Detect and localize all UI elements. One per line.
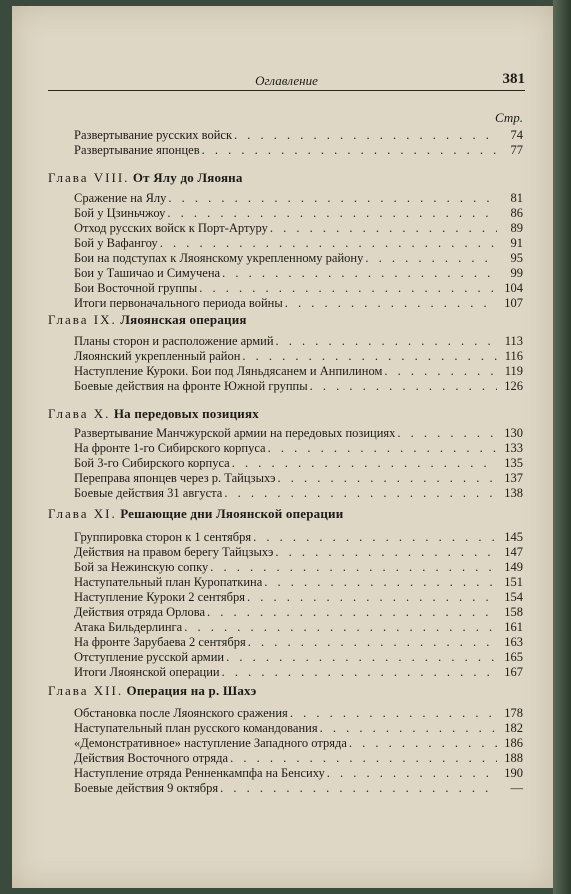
toc-entry-title: Отход русских войск к Порт-Артуру — [74, 221, 268, 235]
dot-leader — [160, 236, 497, 251]
toc-entry-title: Сражение на Ялу — [74, 191, 167, 205]
chapter-heading — [48, 312, 247, 328]
toc-entry-page: 116 — [504, 349, 523, 363]
toc-entry[interactable] — [74, 751, 523, 766]
toc-entry-page: 149 — [504, 560, 523, 574]
toc-entry-title: Боевые действия на фронте Южной группы — [74, 379, 308, 393]
dot-leader — [202, 143, 497, 158]
toc-entry-page: 165 — [504, 650, 523, 664]
toc-entry-title: Развертывание русских войск — [74, 128, 233, 142]
toc-entry-page: 158 — [504, 605, 523, 619]
toc-entry-page: 178 — [504, 706, 523, 720]
toc-entry-page: 113 — [504, 334, 523, 348]
dot-leader — [253, 530, 497, 545]
dot-leader — [268, 441, 497, 456]
toc-entry-page: 95 — [510, 251, 523, 265]
chapter-title: Решающие дни Ляоянской операции — [120, 506, 344, 521]
toc-entry-title: Наступательный план Куропаткина — [74, 575, 263, 589]
toc-entry[interactable] — [74, 364, 523, 379]
toc-entry-title: Наступление отряда Ренненкампфа на Бенсиху — [74, 766, 325, 780]
toc-entry-title: На фронте 1-го Сибирского корпуса — [74, 441, 266, 455]
toc-entry-title: Развертывание Манчжурской армии на передовых позициях — [74, 426, 396, 440]
dot-leader — [270, 221, 497, 236]
toc-entry[interactable] — [74, 545, 523, 560]
toc-entry-page: 91 — [510, 236, 523, 250]
toc-entry[interactable] — [74, 143, 523, 158]
dot-leader — [168, 191, 497, 206]
dot-leader — [210, 560, 497, 575]
chapter-title: Операция на р. Шахэ — [126, 683, 257, 698]
toc-entry-page: 119 — [504, 364, 523, 378]
toc-entry-title: Наступательный план русского командования — [74, 721, 318, 735]
toc-entry[interactable] — [74, 334, 523, 349]
dot-leader — [226, 650, 497, 665]
toc-entry-title: Атака Бильдерлинга — [74, 620, 183, 634]
toc-entry[interactable] — [74, 266, 523, 281]
toc-entry-page: 126 — [504, 379, 523, 393]
toc-entry[interactable] — [74, 665, 523, 680]
toc-entry-title: Бой у Вафангоу — [74, 236, 158, 250]
toc-entry[interactable] — [74, 605, 523, 620]
toc-entry-page: 190 — [504, 766, 523, 780]
dot-leader — [277, 471, 497, 486]
toc-entry[interactable] — [74, 379, 523, 394]
toc-entry[interactable] — [74, 590, 523, 605]
dot-leader — [275, 545, 497, 560]
toc-entry-page: 145 — [504, 530, 523, 544]
toc-entry-page: 186 — [504, 736, 523, 750]
toc-entry-title: Переправа японцев через р. Тайцзыхэ — [74, 471, 276, 485]
toc-entry-page: 89 — [510, 221, 523, 235]
toc-entry[interactable] — [74, 441, 523, 456]
toc-entry-page: 135 — [504, 456, 523, 470]
toc-entry[interactable] — [74, 206, 523, 221]
chapter-label: Глава XII. — [48, 683, 124, 698]
toc-entry-title: Действия на правом берегу Тайцзыхэ — [74, 545, 274, 559]
toc-entry-title: Итоги Ляоянской операции — [74, 665, 220, 679]
page-number: 381 — [502, 71, 525, 87]
toc-entry[interactable] — [74, 706, 523, 721]
toc-entry-title: Боевые действия 31 августа — [74, 486, 223, 500]
toc-entry[interactable] — [74, 296, 523, 311]
chapter-heading — [48, 406, 259, 422]
toc-entry-title: «Демонстративное» наступление Западного отряда — [74, 736, 347, 750]
toc-entry[interactable] — [74, 236, 523, 251]
toc-entry-page: 163 — [504, 635, 523, 649]
toc-entry[interactable] — [74, 486, 523, 501]
toc-entry-page: 161 — [504, 620, 523, 634]
toc-entry[interactable] — [74, 736, 523, 751]
toc-entry[interactable] — [74, 281, 523, 296]
dot-leader — [184, 620, 497, 635]
chapter-heading — [48, 683, 256, 699]
toc-entry[interactable] — [74, 221, 523, 236]
toc-entry-page: 188 — [504, 751, 523, 765]
toc-entry[interactable] — [74, 530, 523, 545]
toc-entry[interactable] — [74, 426, 523, 441]
chapter-title: На передовых позициях — [113, 406, 259, 421]
dot-leader — [167, 206, 497, 221]
toc-entry-page: 74 — [510, 128, 523, 142]
dot-leader — [247, 590, 497, 605]
toc-entry-title: Боевые действия 9 октября — [74, 781, 219, 795]
dot-leader — [310, 379, 497, 394]
toc-entry-title: Планы сторон и расположение армий — [74, 334, 274, 348]
chapter-label: Глава XI. — [48, 506, 117, 521]
toc-entry[interactable] — [74, 721, 523, 736]
dot-leader — [349, 736, 497, 751]
dot-leader — [222, 266, 497, 281]
chapter-label: Глава IX. — [48, 312, 117, 327]
dot-leader — [248, 635, 497, 650]
dot-leader — [222, 665, 497, 680]
toc-entry[interactable] — [74, 635, 523, 650]
toc-entry-title: Отступление русской армии — [74, 650, 225, 664]
toc-entry[interactable] — [74, 620, 523, 635]
dot-leader — [397, 426, 497, 441]
toc-entry-title: Развертывание японцев — [74, 143, 200, 157]
dot-leader — [220, 781, 497, 796]
toc-entry-title: Наступление Куроки. Бои под Ляньдясанем и Анпилином — [74, 364, 383, 378]
toc-entry-title: Бои на подступах к Ляоянскому укрепленному району — [74, 251, 364, 265]
toc-entry[interactable] — [74, 471, 523, 486]
chapter-heading — [48, 506, 343, 522]
toc-entry-title: Группировка сторон к 1 сентября — [74, 530, 252, 544]
toc-entry[interactable] — [74, 650, 523, 665]
toc-entry-page: 147 — [504, 545, 523, 559]
toc-entry-page: 81 — [510, 191, 523, 205]
toc-entry-page: 77 — [510, 143, 523, 157]
book-page — [12, 6, 553, 888]
dot-leader — [290, 706, 497, 721]
toc-entry-page: 154 — [504, 590, 523, 604]
toc-entry-title: Бой у Цзиньчжоу — [74, 206, 166, 220]
toc-entry-title: Итоги первоначального периода войны — [74, 296, 283, 310]
toc-entry-title: Ляоянский укрепленный район — [74, 349, 241, 363]
chapter-heading — [48, 170, 243, 186]
dot-leader — [207, 605, 497, 620]
dot-leader — [230, 751, 497, 766]
toc-entry-page: — — [510, 781, 523, 795]
chapter-title: От Ялу до Ляояна — [132, 170, 243, 185]
page-column-header: Стр. — [495, 110, 523, 125]
toc-entry-title: Бои Восточной группы — [74, 281, 198, 295]
toc-entry-page: 130 — [504, 426, 523, 440]
book-spine — [553, 0, 571, 894]
toc-entry-title: Бой 3-го Сибирского корпуса — [74, 456, 230, 470]
chapter-label: Глава X. — [48, 406, 111, 421]
dot-leader — [320, 721, 497, 736]
chapter-title: Ляоянская операция — [120, 312, 247, 327]
toc-entry-title: Бои у Ташичао и Симучена — [74, 266, 221, 280]
toc-entry-title: На фронте Зарубаева 2 сентября — [74, 635, 246, 649]
toc-entry-page: 151 — [504, 575, 523, 589]
dot-leader — [285, 296, 497, 311]
toc-entry-page: 167 — [504, 665, 523, 679]
running-title: Оглавление — [255, 73, 318, 88]
toc-entry-title: Обстановка после Ляоянского сражения — [74, 706, 288, 720]
toc-entry[interactable] — [74, 560, 523, 575]
toc-entry[interactable] — [74, 191, 523, 206]
toc-entry[interactable] — [74, 766, 523, 781]
dot-leader — [327, 766, 497, 781]
toc-entry[interactable] — [74, 575, 523, 590]
toc-entry-page: 86 — [510, 206, 523, 220]
toc-entry[interactable] — [74, 349, 523, 364]
dot-leader — [224, 486, 497, 501]
dot-leader — [365, 251, 497, 266]
toc-entry-page: 138 — [504, 486, 523, 500]
dot-leader — [384, 364, 497, 379]
toc-entry-page: 182 — [504, 721, 523, 735]
toc-entry-title: Бой за Нежинскую сопку — [74, 560, 209, 574]
running-header — [48, 70, 525, 91]
toc-entry[interactable] — [74, 128, 523, 143]
dot-leader — [199, 281, 497, 296]
toc-entry[interactable] — [74, 781, 523, 796]
toc-entry-title: Наступление Куроки 2 сентября — [74, 590, 245, 604]
toc-entry-page: 104 — [504, 281, 523, 295]
toc-entry-title: Действия Восточного отряда — [74, 751, 229, 765]
dot-leader — [264, 575, 497, 590]
toc-entry[interactable] — [74, 251, 523, 266]
toc-entry[interactable] — [74, 456, 523, 471]
chapter-label: Глава VIII. — [48, 170, 130, 185]
toc-entry-page: 137 — [504, 471, 523, 485]
toc-entry-page: 133 — [504, 441, 523, 455]
dot-leader — [234, 128, 497, 143]
dot-leader — [276, 334, 497, 349]
toc-entry-page: 107 — [504, 296, 523, 310]
toc-entry-page: 99 — [510, 266, 523, 280]
dot-leader — [242, 349, 497, 364]
toc-entry-title: Действия отряда Орлова — [74, 605, 206, 619]
dot-leader — [232, 456, 497, 471]
